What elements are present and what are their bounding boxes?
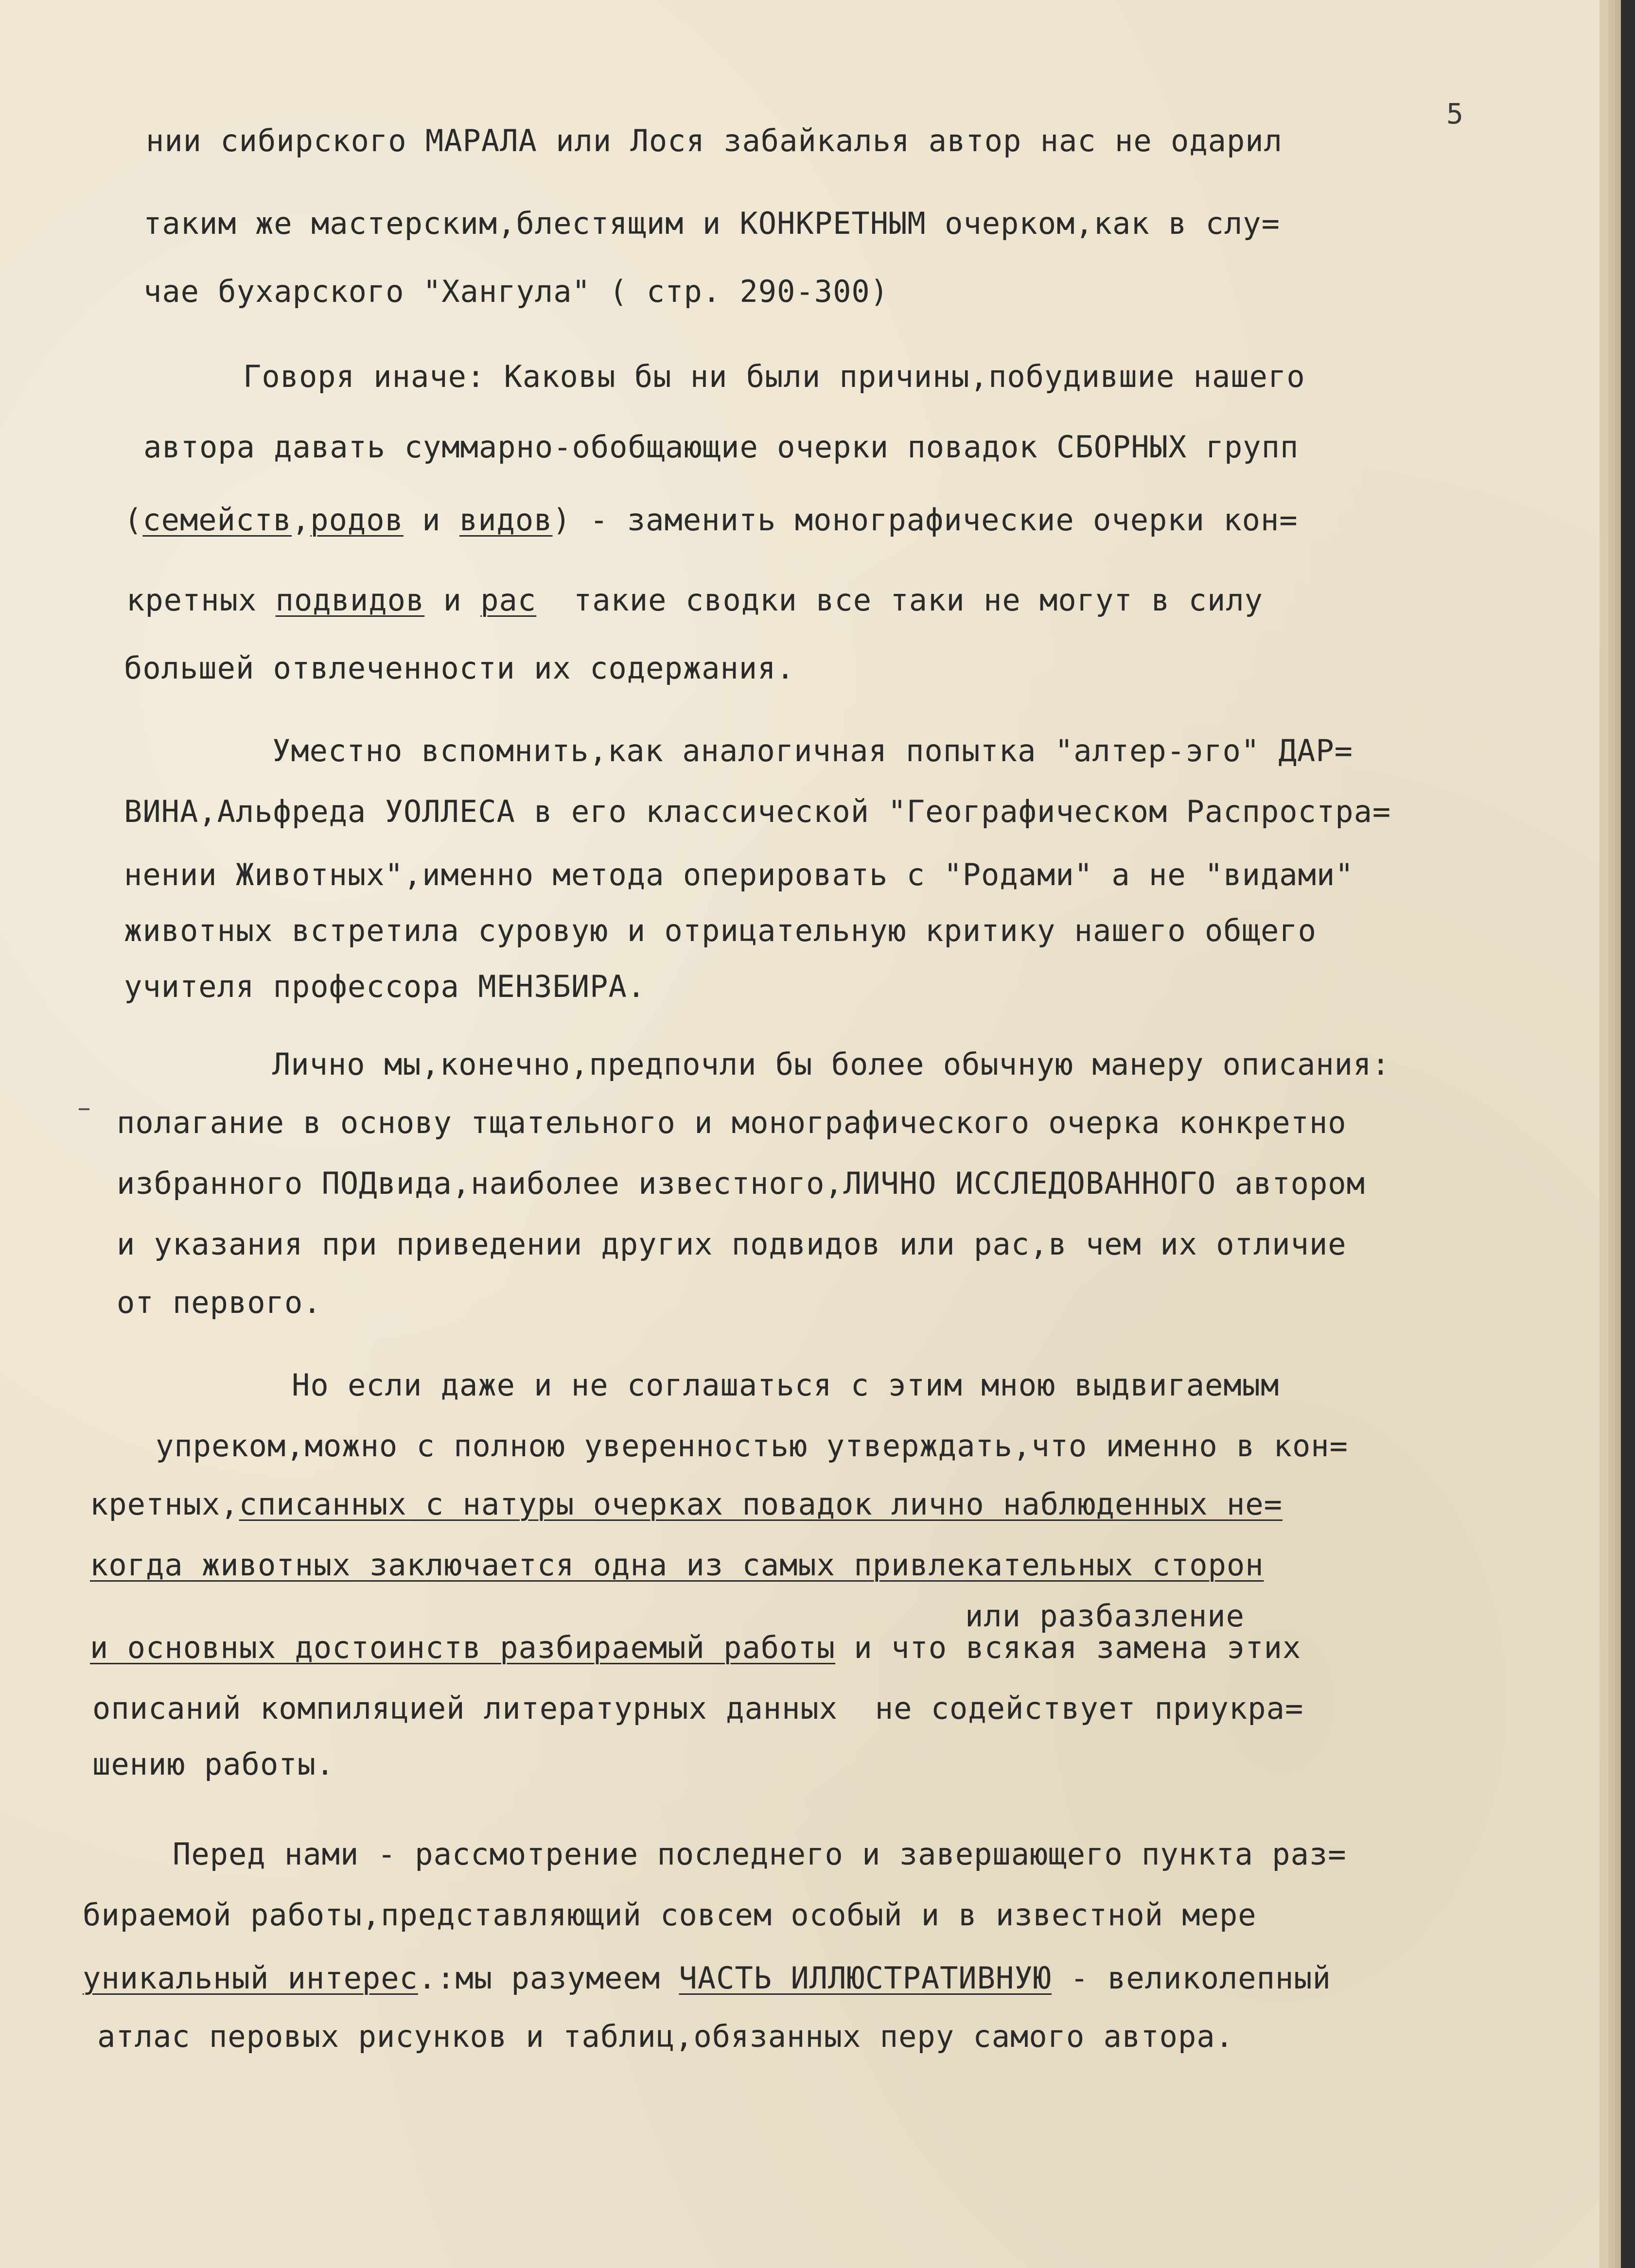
underlined-text: и основных достоинств разбираемый работы [90, 1630, 836, 1665]
margin-mark [79, 1108, 89, 1110]
text-line: автора давать суммарно-обобщающие очерки повадок СБОРНЫХ групп [143, 429, 1299, 465]
text-line: таким же мастерским,блестящим и КОНКРЕТНЫМ очерком,как в слу= [143, 206, 1280, 241]
text-segment: и [424, 582, 481, 618]
text-segment: кретных, [90, 1486, 239, 1522]
text-line [124, 501, 1298, 540]
text-line [126, 581, 1263, 620]
underlined-text: уникальный интерес [83, 1960, 418, 1996]
underlined-text: рас [480, 582, 537, 618]
text-segment: и что всякая замена этих [835, 1630, 1301, 1665]
text-line [90, 1546, 1264, 1585]
text-segment: - великолепный [1052, 1960, 1331, 1996]
text-line: от первого. [117, 1285, 322, 1320]
underlined-text: видов [459, 502, 553, 538]
text-line: нии сибирского МАРАЛА или Лося забайкалья автор нас не одарил [146, 123, 1283, 158]
underlined-text: родов [310, 502, 404, 538]
text-segment: и [403, 502, 459, 538]
text-line: полагание в основу тщательного и монографического очерка конкретно [117, 1105, 1347, 1140]
text-line [83, 1959, 1331, 1998]
text-segment: ) - заменить монографические очерки кон= [552, 502, 1298, 538]
text-segment: такие сводки все таки не могут в силу [536, 582, 1263, 618]
text-line: животных встретила суровую и отрицательную критику нашего общего [124, 913, 1317, 948]
text-segment: .:мы разумеем [418, 1960, 679, 1996]
text-line: чае бухарского "Хангула" ( стр. 290-300) [143, 274, 889, 309]
text-line: Но если даже и не соглашаться с этим мною выдвигаемым [292, 1367, 1280, 1403]
text-line: Уместно вспомнить,как аналогичная попытка "алтер-эго" ДАР= [272, 733, 1353, 768]
text-line: шению работы. [92, 1746, 335, 1782]
text-line: бираемой работы,представляющий совсем особый и в известной мере [83, 1897, 1257, 1933]
text-line: или разбазление [965, 1598, 1245, 1634]
text-line: большей отвлеченности их содержания. [124, 650, 795, 686]
page-stack-edge [1600, 0, 1608, 2268]
text-line [90, 1628, 1301, 1667]
text-line: Говоря иначе: Каковы бы ни были причины,побудившие нашего [243, 359, 1305, 394]
background-edge [1621, 0, 1635, 2268]
text-line: атлас перовых рисунков и таблиц,обязанных перу самого автора. [97, 2019, 1234, 2054]
text-segment: ( [124, 502, 143, 538]
text-line: нении Животных",именно метода оперировать с "Родами" а не "видами" [124, 857, 1354, 892]
underlined-text: семейств [142, 502, 292, 538]
text-line: описаний компиляцией литературных данных не содействует приукра= [92, 1691, 1304, 1726]
text-segment: , [291, 502, 311, 538]
text-line: Лично мы,конечно,предпочли бы более обычную манеру описания: [272, 1047, 1390, 1082]
text-line: упреком,можно с полною уверенностью утверждать,что именно в кон= [156, 1428, 1348, 1464]
underlined-text: ЧАСТЬ ИЛЛЮСТРАТИВНУЮ [679, 1960, 1052, 1996]
text-segment: кретных [126, 582, 276, 618]
text-line: учителя профессора МЕНЗБИРА. [124, 969, 646, 1004]
page-stack-edge [1608, 0, 1615, 2268]
underlined-text: подвидов [275, 582, 425, 618]
text-line: ВИНА,Альфреда УОЛЛЕСА в его классической "Географическом Распростра= [124, 794, 1391, 829]
underlined-text: списанных с натуры очерках повадок лично наблюденных не= [239, 1486, 1283, 1522]
underlined-text: когда животных заключается одна из самых привлекательных сторон [90, 1547, 1264, 1583]
text-line: Перед нами - рассмотрение последнего и завершающего пункта раз= [173, 1836, 1347, 1872]
text-line: избранного ПОДвида,наиболее известного,ЛИЧНО ИССЛЕДОВАННОГО автором [117, 1166, 1365, 1201]
text-line: и указания при приведении других подвидов или рас,в чем их отличие [117, 1226, 1347, 1262]
page-stack-edge [1615, 0, 1621, 2268]
text-line [90, 1485, 1283, 1524]
page-number: 5 [1446, 97, 1463, 130]
